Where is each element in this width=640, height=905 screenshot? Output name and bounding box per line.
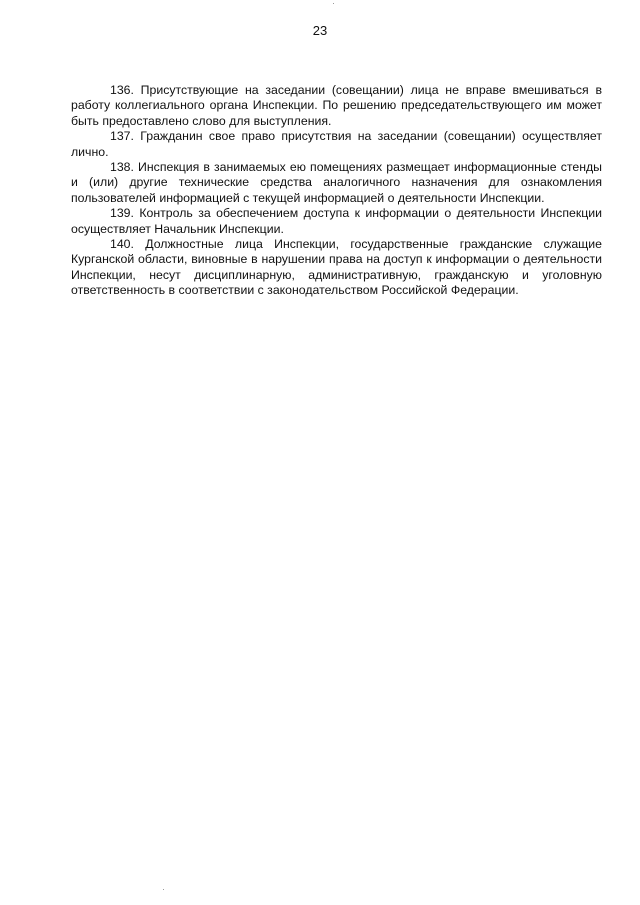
page-number: 23 bbox=[312, 23, 328, 38]
scan-speck bbox=[163, 889, 164, 890]
paragraph-136: 136. Присутствующие на заседании (совещании) лица не вправе вмешиваться в работу коллегиального органа Инспекции. По решению председательствующего им может быть предоставлено слово для выступления. bbox=[71, 83, 602, 128]
paragraph-139: 139. Контроль за обеспечением доступа к информации о деятельности Инспекции осуществляет Начальник Инспекции. bbox=[71, 206, 602, 236]
paragraph-137: 137. Гражданин свое право присутствия на заседании (совещании) осуществляет лично. bbox=[71, 129, 602, 159]
paragraph-138: 138. Инспекция в занимаемых ею помещениях размещает информационные стенды и (или) другие технические средства аналогичного назначения для ознакомления пользователей информацией с текущей информацией о деятельности Инспекции. bbox=[71, 160, 602, 205]
document-body bbox=[71, 83, 602, 299]
paragraph-140: 140. Должностные лица Инспекции, государственные гражданские служащие Курганской области, виновные в нарушении права на доступ к информации о деятельности Инспекции, несут дисциплинарную, административную, гражданскую и уголовную ответственность в соответствии с законодательством Российской Федерации. bbox=[71, 237, 602, 298]
scan-speck bbox=[333, 3, 334, 4]
